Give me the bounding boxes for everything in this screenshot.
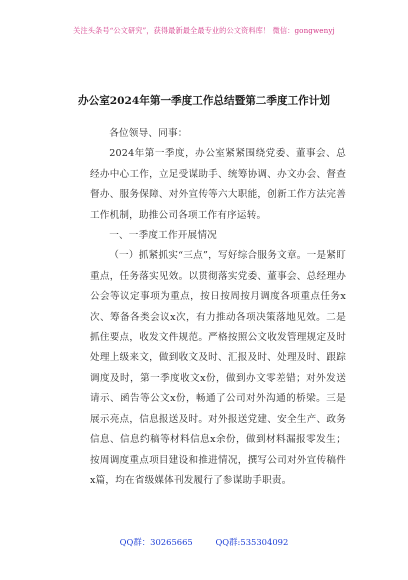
promo-banner[interactable]: 关注头条号“公文研究”，获得最新最全最专业的公文资料库！ 微信：gongwenyj xyxy=(73,26,335,35)
qq-group-2[interactable]: QQ群:535304092 xyxy=(215,537,289,547)
section-heading: 一、一季度工作开展情况 xyxy=(109,230,217,242)
section-paragraph: （一）抓紧抓实“三点”，写好综合服务文章。一是紧盯重点，任务落实见效。以贯彻落实党委、董事会、总经理办公会等议定事项为重点，按日按周按月调度各项重点任务x次、筹备各类会议x次，有力推动各项决策落地见效。二是抓住要点，收发文件规范。严格按照公文收发管理规定及时处理上级来文，做到收文及时、汇报及时、处理及时、跟踪调度及时，第一季度收文x份，做到办文零差错；对外发送请示、函告等公文x份，畅通了公司对外沟通的桥梁。三是展示亮点，信息报送及时。对外报送党建、安全生产、政务信息、信息约稿等材料信息x余份，做到材料漏报零发生；按周调度重点项目建设和推进情况，撰写公司对外宣传稿件x篇，均在省级媒体刊发履行了参谋助手职责。 xyxy=(90,250,346,486)
greeting: 各位领导、同事： xyxy=(109,128,188,139)
qq-group-1[interactable]: QQ群：30265665 xyxy=(119,537,193,547)
document-body xyxy=(90,124,346,491)
footer-contacts xyxy=(0,536,408,548)
intro-paragraph: 2024年第一季度，办公室紧紧围绕党委、董事会、总经办中心工作，立足受谋助手、统筹协调、办文办会、督查督办、服务保障、对外宣传等六大职能，创新工作方法完善工作机制，助推公司各项工作有序运转。 xyxy=(90,148,346,221)
document-title: 办公室2024年第一季度工作总结暨第二季度工作计划 xyxy=(78,95,330,107)
